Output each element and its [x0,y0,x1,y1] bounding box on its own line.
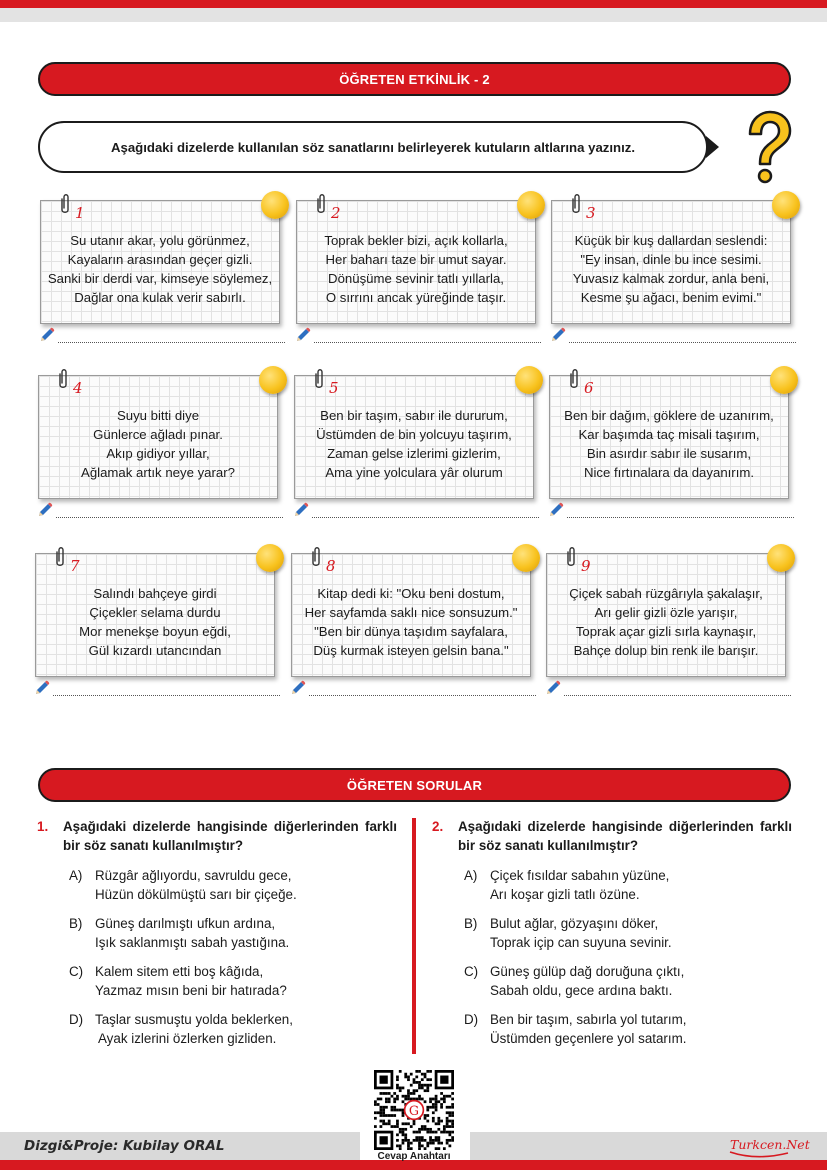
verse-text [552,201,790,323]
option-line: Taşlar susmuştu yolda beklerken, [95,1012,293,1027]
dotted-line [567,517,794,518]
option-line: Ben bir taşım, sabırla yol tutarım, [490,1012,687,1027]
verse-line: Suyu bitti diye [116,408,200,423]
answer-line-7[interactable] [33,681,280,697]
dotted-line [314,342,541,343]
qr-code-icon[interactable] [374,1070,454,1150]
card-number: 4 [73,379,83,397]
question-1 [37,817,397,1048]
option-a[interactable] [37,866,397,904]
dotted-line [56,517,283,518]
card-number: 2 [331,204,341,222]
card-number: 5 [329,379,339,397]
card-number: 9 [581,557,591,575]
verse-line: Çiçekler selama durdu [89,605,221,620]
option-b[interactable] [37,914,397,952]
option-letter: D) [69,1012,84,1027]
option-c[interactable] [432,962,792,1000]
verse-line: Toprak bekler bizi, açık kollarla, [324,233,508,248]
dotted-line [309,695,536,696]
dotted-line [569,342,796,343]
answer-line-5[interactable] [292,503,539,519]
option-line: Rüzgâr ağlıyordu, savruldu gece, [95,868,292,883]
option-d[interactable] [432,1010,792,1048]
verse-text [36,554,274,676]
verse-text [39,376,277,498]
verse-line: Mor menekşe boyun eğdi, [79,624,231,639]
verse-line: "Ben bir dünya taşıdım sayfalara, [314,624,508,639]
verse-line: Küçük bir kuş dallardan seslendi: [574,233,768,248]
verse-card-4 [38,375,278,499]
verse-line: Su utanır akar, yolu görünmez, [70,233,250,248]
verse-card-2 [296,200,536,324]
verse-line: Dönüşüme sevinir tatlı yıllarla, [328,271,504,286]
verse-card-7 [35,553,275,677]
verse-text [41,201,279,323]
option-d[interactable] [37,1010,397,1048]
verse-line: Yuvasız kalmak zordur, anla beni, [572,271,770,286]
verse-line: Kar başımda taç misali taşırım, [578,427,760,442]
verse-line: Salındı bahçeye girdi [93,586,217,601]
card-number: 3 [586,204,596,222]
pencil-icon [289,679,307,697]
option-line: Çiçek fısıldar sabahın yüzüne, [490,868,670,883]
verse-line: Sanki bir derdi var, kimseye söylemez, [47,271,273,286]
dotted-line [53,695,280,696]
option-letter: B) [69,916,83,931]
verse-line: Çiçek sabah rüzgârıyla şakalaşır, [569,586,763,601]
answer-line-6[interactable] [547,503,794,519]
dotted-line [58,342,285,343]
question-1-options [37,866,397,1048]
question-2 [432,817,792,1048]
pencil-icon [547,501,565,519]
option-line: Toprak içip can suyuna sevinir. [490,935,672,950]
question-1-stem [37,817,397,855]
option-line: Bulut ağlar, gözyaşını döker, [490,916,659,931]
verse-line: Toprak açar gizli sırla kaynaşır, [575,624,757,639]
option-line: Güneş gülüp dağ doruğuna çıktı, [490,964,685,979]
option-line: Kalem sitem etti boş kâğıda, [95,964,264,979]
top-red-stripe [0,0,827,8]
column-divider [412,818,416,1054]
verse-line: Ben bir taşım, sabır ile dururum, [320,408,508,423]
verse-line: Düş kurmak isteyen gelsin bana." [313,643,509,658]
instruction-pointer [706,136,719,158]
question-2-options [432,866,792,1048]
verse-line: O sırrını ancak yüreğinde taşır. [325,290,507,305]
option-line: Hüzün dökülmüştü sarı bir çiçeğe. [95,887,297,902]
card-number: 8 [326,557,336,575]
card-number: 1 [75,204,85,222]
pencil-icon [544,679,562,697]
verse-line: Ağlamak artık neye yarar? [81,465,235,480]
verse-card-3 [551,200,791,324]
option-line: Arı koşar gizli tatlı özüne. [490,887,640,902]
credit-text: Dizgi&Proje: Kubilay ORAL [24,1138,225,1154]
option-line: Yazmaz mısın beni bir hatırada? [95,983,287,998]
pencil-icon [38,326,56,344]
verse-line: "Ey insan, dinle bu ince sesimi. [580,252,762,267]
dotted-line [564,695,791,696]
question-mark-icon [740,110,792,186]
verse-line: Kesme şu ağacı, benim evimi." [580,290,762,305]
questions-banner: ÖĞRETEN SORULAR [38,768,791,802]
answer-line-4[interactable] [36,503,283,519]
verse-line: Dağlar ona kulak verir sabırlı. [74,290,246,305]
pencil-icon [292,501,310,519]
verse-line: Her baharı taze bir umut sayar. [325,252,507,267]
question-2-text: Aşağıdaki dizelerde hangisinde diğerlerinden farklı bir söz sanatı kullanılmıştır? [458,819,792,853]
verse-line: Günlerce ağladı pınar. [93,427,223,442]
question-2-number: 2. [432,819,444,834]
option-b[interactable] [432,914,792,952]
option-a[interactable] [432,866,792,904]
pencil-icon [36,501,54,519]
activity-banner: ÖĞRETEN ETKİNLİK - 2 [38,62,791,96]
option-letter: D) [464,1012,479,1027]
dotted-line [312,517,539,518]
answer-line-2[interactable] [294,328,541,344]
option-letter: A) [464,868,478,883]
verse-line: Üstümden de bin yolcuyu taşırım, [316,427,512,442]
question-2-stem [432,817,792,855]
svg-text:G: G [408,1102,420,1118]
verse-line: Akıp gidiyor yıllar, [106,446,210,461]
answer-line-3[interactable] [549,328,796,344]
question-1-number: 1. [37,819,49,834]
option-letter: A) [69,868,83,883]
verse-card-9 [546,553,786,677]
pencil-icon [549,326,567,344]
verse-line: Zaman gelse izlerimi gizlerim, [327,446,501,461]
option-letter: C) [464,964,479,979]
option-line: Ayak izlerini özlerken gizliden. [95,1031,277,1046]
verse-line: Bin asırdır sabır ile susarım, [586,446,752,461]
question-1-text: Aşağıdaki dizelerde hangisinde diğerlerinden farklı bir söz sanatı kullanılmıştır? [63,819,397,853]
verse-text [297,201,535,323]
option-letter: B) [464,916,478,931]
verse-line: Nice fırtınalara da dayanırım. [583,465,755,480]
card-number: 7 [70,557,80,575]
option-line: Üstümden geçenlere yol satarım. [490,1031,687,1046]
verse-text [547,554,785,676]
verse-line: Arı gelir gizli özle yarışır, [594,605,738,620]
instruction-text: Aşağıdaki dizelerde kullanılan söz sanatlarını belirleyerek kutuların altlarına yazınız. [110,139,636,155]
answer-line-9[interactable] [544,681,791,697]
pencil-icon [33,679,51,697]
verse-line: Kayaların arasından geçer gizli. [67,252,253,267]
verse-text [295,376,533,498]
verse-line: Ben bir dağım, göklere de uzanırım, [564,408,774,423]
card-number: 6 [584,379,594,397]
option-letter: C) [69,964,84,979]
verse-text [292,554,530,676]
option-line: Güneş darılmıştı ufkun ardına, [95,916,276,931]
verse-line: Kitap dedi ki: "Oku beni dostum, [317,586,505,601]
answer-line-8[interactable] [289,681,536,697]
pencil-icon [294,326,312,344]
verse-card-1 [40,200,280,324]
verse-line: Gül kızardı utancından [88,643,222,658]
verse-line: Her sayfamda saklı nice sonsuzum." [304,605,518,620]
brand-logo: Turkcen.Net [730,1137,810,1152]
answer-line-1[interactable] [38,328,285,344]
top-gray-stripe [0,8,827,22]
verse-line: Ama yine yolculara yâr olurum [325,465,503,480]
verse-card-8 [291,553,531,677]
verse-card-6 [549,375,789,499]
instruction-bubble [38,121,708,173]
option-line: Sabah oldu, gece ardına baktı. [490,983,673,998]
option-c[interactable] [37,962,397,1000]
option-line: Işık saklanmıştı sabah yastığına. [95,935,290,950]
verse-card-5 [294,375,534,499]
brand-swoosh-icon [728,1150,790,1158]
verse-line: Bahçe dolup bin renk ile barışır. [573,643,759,658]
answer-key-caption: Cevap Anahtarı [377,1151,451,1162]
verse-text [550,376,788,498]
